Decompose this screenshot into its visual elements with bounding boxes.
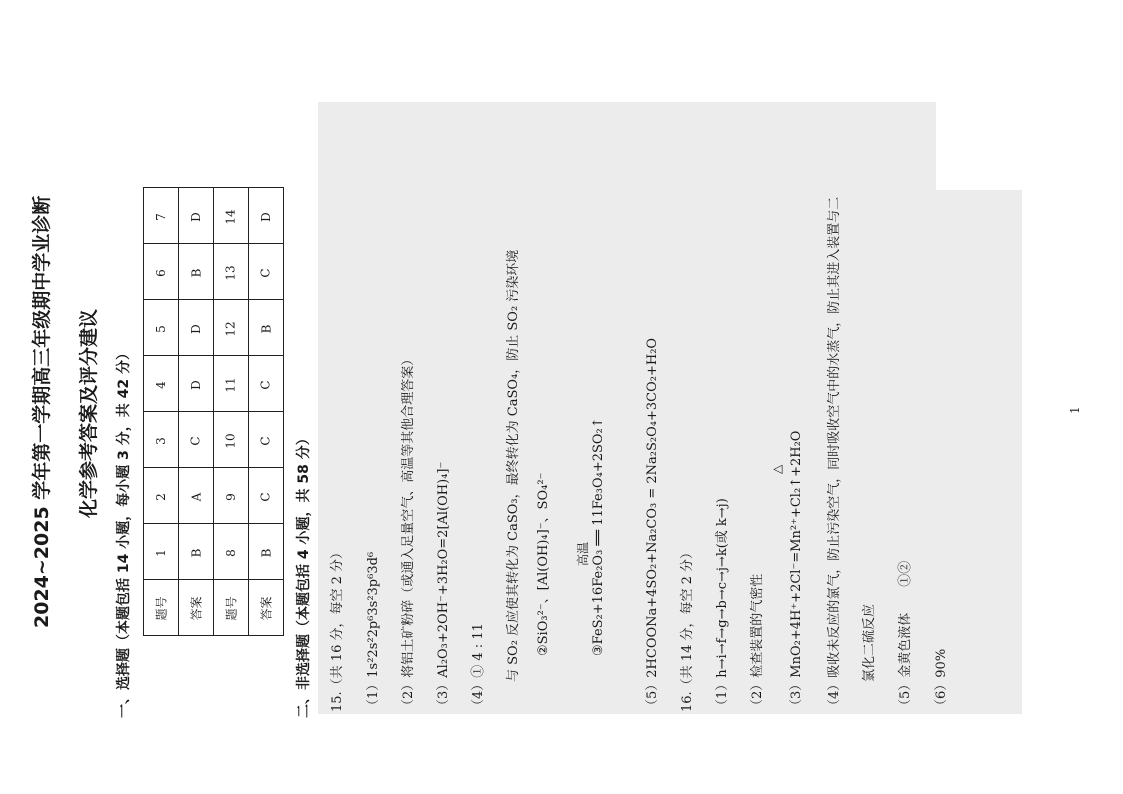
answer-line: （4）① 4 : 11 [471, 623, 486, 712]
condition-annotation: 高温 [576, 541, 590, 566]
document-subtitle: 化学参考答案及评分建议 [78, 308, 100, 518]
table-cell: 2 [144, 468, 179, 524]
table-cell: 答案 [179, 580, 214, 636]
table-cell: A [179, 468, 214, 524]
table-cell: 11 [214, 356, 249, 412]
table-cell: B [249, 300, 284, 356]
answer-line: （3）MnO₂+4H⁺+2Cl⁻=Mn²⁺+Cl₂↑+2H₂O [789, 430, 804, 712]
answer-line: （1）h→i→f→g→b→c→j→k(或 k→j) [715, 498, 730, 712]
answer-line: 与 SO₂ 反应使其转化为 CaSO₃，最终转化为 CaSO₄，防止 SO₂ 污染环境 [506, 249, 521, 682]
table-cell: C [249, 244, 284, 300]
document-title: 2024~2025 学年第一学期高三年级期中学业诊断 [31, 195, 53, 628]
table-cell: 9 [214, 468, 249, 524]
table-row [144, 356, 284, 412]
answer-table [143, 187, 284, 636]
table-cell: 10 [214, 412, 249, 468]
answer-line: 15.（共 16 分，每空 2 分） [330, 545, 345, 712]
table-cell: 7 [144, 188, 179, 244]
heat-annotation: △ [770, 464, 784, 474]
table-cell: 8 [214, 524, 249, 580]
table-row [144, 468, 284, 524]
section-non-multiple-choice: 二、非选择题（本题包括 4 小题，共 58 分） [296, 431, 312, 718]
table-cell: C [249, 412, 284, 468]
table-row [144, 524, 284, 580]
answer-line: 16.（共 14 分，每空 2 分） [680, 545, 695, 712]
answer-line: ②SiO₃²⁻、[Al(OH)₄]⁻、SO₄²⁻ [536, 472, 551, 656]
table-cell: D [179, 188, 214, 244]
table-cell: B [179, 244, 214, 300]
answer-line: （5）金黄色液体 ①② [898, 560, 913, 712]
answer-line: （2）将铝土矿粉碎（或通入足量空气、高温等其他合理答案） [401, 352, 416, 712]
table-cell: 4 [144, 356, 179, 412]
page-number: 1 [1068, 406, 1082, 414]
answer-line: （3）Al₂O₃+2OH⁻+3H₂O=2[Al(OH)₄]⁻ [436, 461, 451, 712]
table-row [144, 300, 284, 356]
table-cell: D [249, 188, 284, 244]
answer-line: （1）1s²2s²2p⁶3s²3p⁶3d⁶ [366, 551, 381, 712]
answer-line: （6）90% [934, 648, 949, 712]
answer-line: 氯化二硫反应 [862, 603, 877, 682]
table-cell: D [179, 300, 214, 356]
table-cell: 13 [214, 244, 249, 300]
table-cell: 6 [144, 244, 179, 300]
answer-shading-extension [936, 190, 1022, 714]
table-row [144, 580, 284, 636]
table-cell: B [249, 524, 284, 580]
table-row [144, 412, 284, 468]
table-cell: C [179, 412, 214, 468]
table-cell: B [179, 524, 214, 580]
table-row [144, 244, 284, 300]
table-cell: 5 [144, 300, 179, 356]
table-cell: 12 [214, 300, 249, 356]
table-cell: 1 [144, 524, 179, 580]
table-cell: 3 [144, 412, 179, 468]
answer-line: （2）检查装置的气密性 [750, 573, 765, 712]
table-cell: D [179, 356, 214, 412]
table-cell: 14 [214, 188, 249, 244]
answer-line: ③FeS₂+16Fe₂O₃ ══ 11Fe₃O₄+2SO₂↑ [591, 417, 606, 656]
table-cell: C [249, 468, 284, 524]
answer-line: （4）吸收未反应的氯气，防止污染空气，同时吸收空气中的水蒸气，防止其进入装置与二 [827, 196, 842, 712]
table-cell: 题号 [144, 580, 179, 636]
table-cell: C [249, 356, 284, 412]
answer-line: （5）2HCOONa+4SO₂+Na₂CO₃ = 2Na₂S₂O₄+3CO₂+H₂O [645, 337, 660, 712]
table-cell: 题号 [214, 580, 249, 636]
section-multiple-choice: 一、选择题（本题包括 14 小题，每小题 3 分，共 42 分） [116, 346, 132, 718]
table-cell: 答案 [249, 580, 284, 636]
table-row [144, 188, 284, 244]
